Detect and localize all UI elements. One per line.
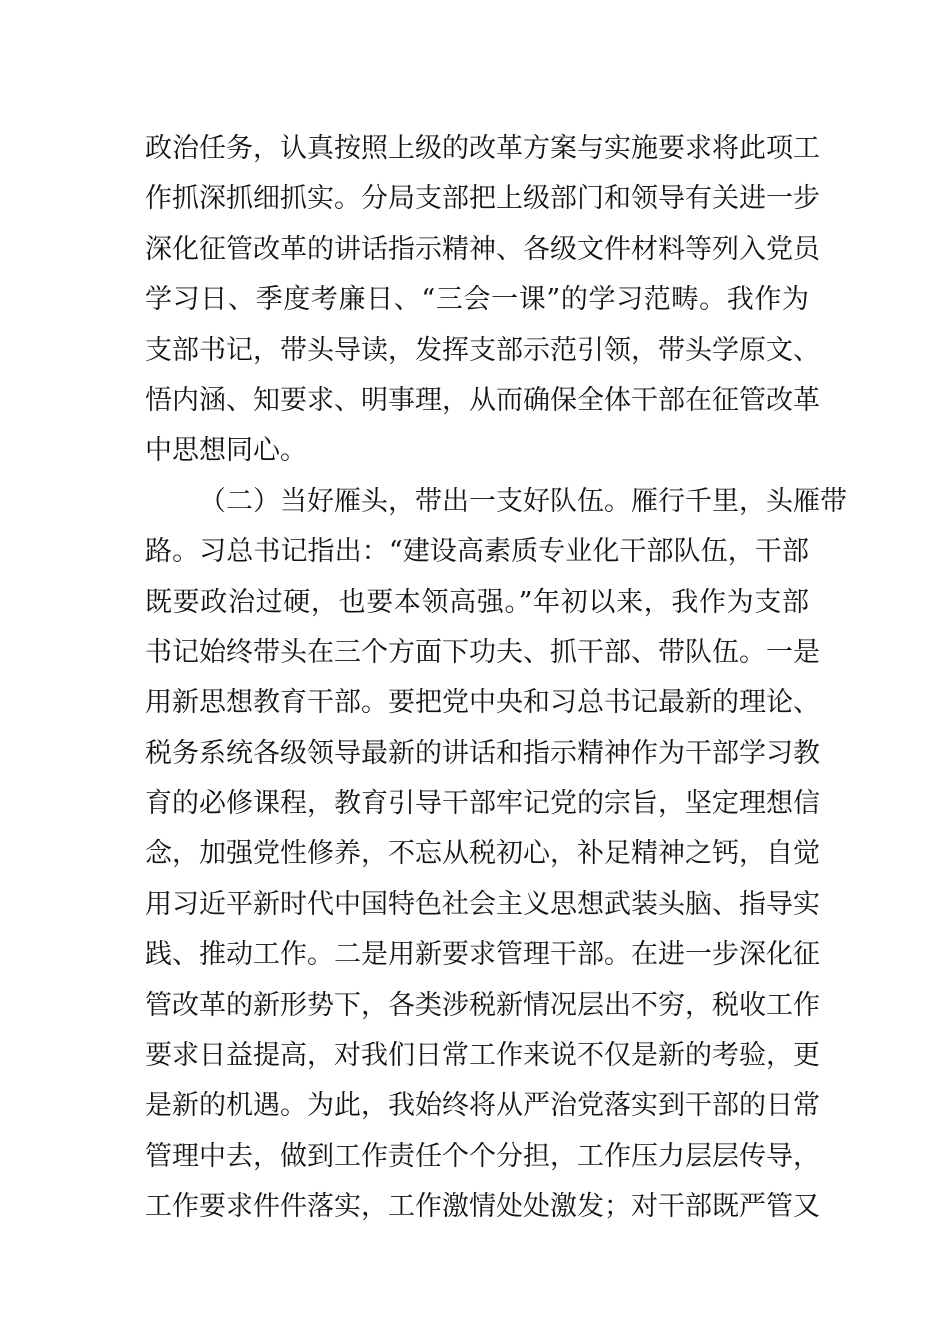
text-line: 作抓深抓细抓实。分局支部把上级部门和领导有关进一步 [145, 183, 820, 215]
text-line: 要求日益提高，对我们日常工作来说不仅是新的考验，更 [145, 1040, 820, 1072]
text-line: 路。习总书记指出：“建设高素质专业化干部队伍，干部 [145, 536, 809, 568]
text-line: 育的必修课程，教育引导干部牢记党的宗旨，坚定理想信 [145, 788, 820, 820]
body-text [145, 124, 847, 1233]
text-line: 践、推动工作。二是用新要求管理干部。在进一步深化征 [145, 939, 820, 971]
text-line: 管改革的新形势下，各类涉税新情况层出不穷，税收工作 [145, 989, 820, 1021]
text-line: 管理中去，做到工作责任个个分担，工作压力层层传导， [145, 1140, 820, 1172]
section-heading-line: （二）当好雁头，带出一支好队伍。雁行千里，头雁带 [199, 485, 847, 517]
text-line: 悟内涵、知要求、明事理，从而确保全体干部在征管改革 [145, 384, 820, 416]
text-line: 政治任务，认真按照上级的改革方案与实施要求将此项工 [145, 133, 820, 164]
text-line: 深化征管改革的讲话指示精神、各级文件材料等列入党员 [145, 233, 820, 265]
text-line: 中思想同心。 [145, 435, 307, 467]
text-line: 工作要求件件落实，工作激情处处激发；对干部既严管又 [145, 1191, 820, 1223]
text-line: 用习近平新时代中国特色社会主义思想武装头脑、指导实 [145, 888, 820, 920]
text-line: 是新的机遇。为此，我始终将从严治党落实到干部的日常 [145, 1090, 820, 1122]
text-line: 念，加强党性修养，不忘从税初心，补足精神之钙，自觉 [145, 838, 820, 870]
text-line: 书记始终带头在三个方面下功夫、抓干部、带队伍。一是 [145, 636, 820, 668]
text-line: 支部书记，带头导读，发挥支部示范引领，带头学原文、 [145, 334, 820, 366]
text-line: 用新思想教育干部。要把党中央和习总书记最新的理论、 [145, 687, 820, 719]
text-line: 既要政治过硬，也要本领高强。”年初以来，我作为支部 [145, 586, 809, 618]
text-line: 税务系统各级领导最新的讲话和指示精神作为干部学习教 [145, 737, 820, 769]
text-line: 学习日、季度考廉日、“三会一课”的学习范畴。我作为 [145, 284, 809, 316]
